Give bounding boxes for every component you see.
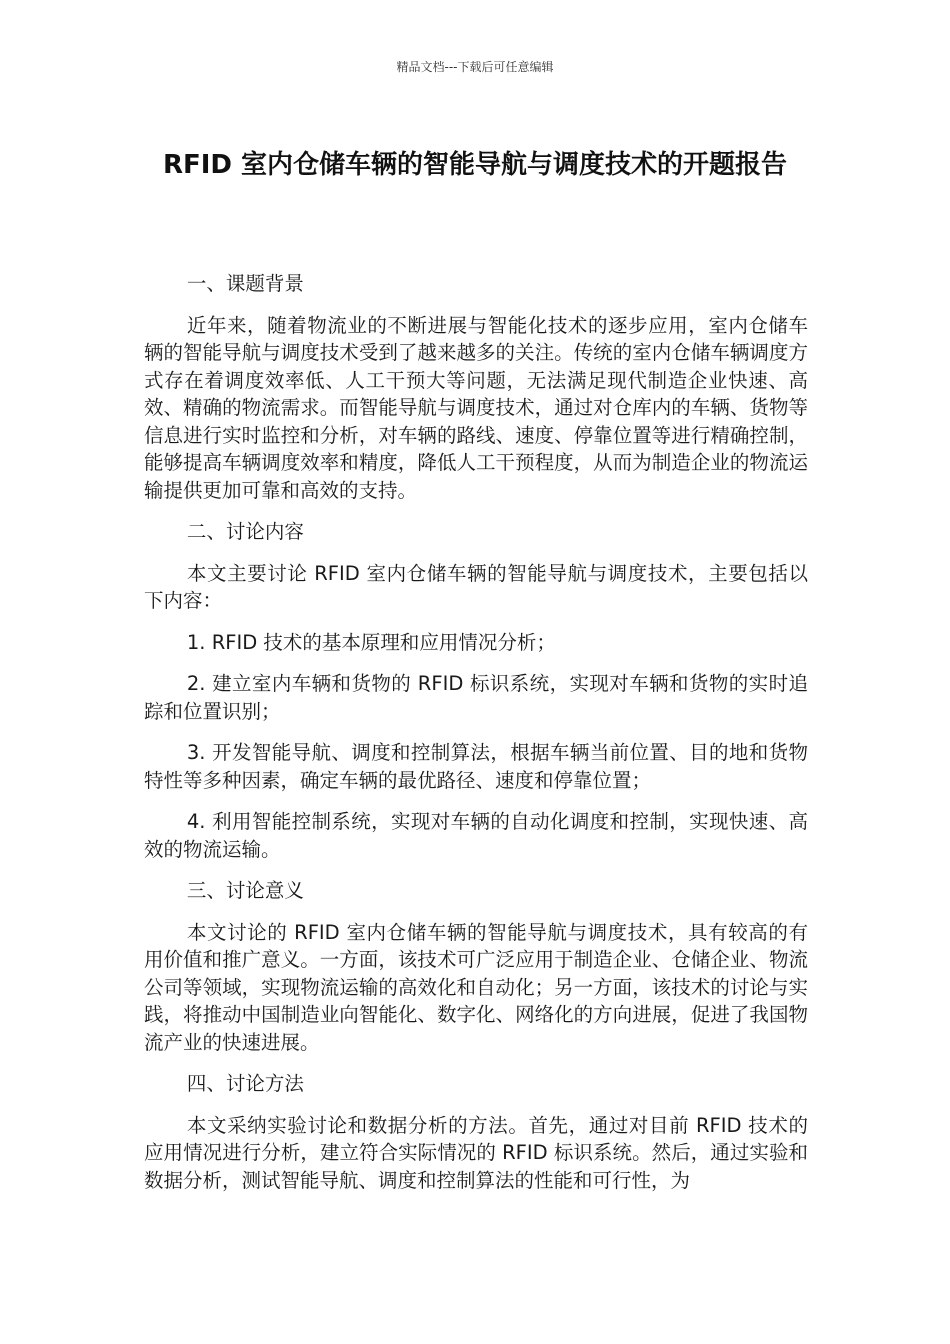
list-item: 1. RFID 技术的基本原理和应用情况分析； <box>186 630 556 654</box>
section-heading-significance: 三、讨论意义 <box>186 879 304 902</box>
section-heading-method: 四、讨论方法 <box>186 1072 304 1095</box>
section-heading-background: 一、课题背景 <box>186 272 304 295</box>
section-heading-content: 二、讨论内容 <box>186 520 304 543</box>
paragraph: 近年来，随着物流业的不断进展与智能化技术的逐步应用，室内仓储车辆的智能导航与调度技术受到了越来越多的关注。传统的室内仓储车辆调度方式存在着调度效率低、人工干预大等问题，无法满足现代制造企业快速、高效、精确的物流需求。而智能导航与调度技术，通过对仓库内的车辆、货物等信息进行实时监控和分析，对车辆的路线、速度、停靠位置等进行精确控制，能够提高车辆调度效率和精度，降低人工干预程度，从而为制造企业的物流运输提供更加可靠和高效的支持。 <box>144 313 808 502</box>
paragraph: 本文主要讨论 RFID 室内仓储车辆的智能导航与调度技术，主要包括以下内容： <box>144 561 808 612</box>
paragraph: 本文讨论的 RFID 室内仓储车辆的智能导航与调度技术，具有较高的有用价值和推广意义。一方面，该技术可广泛应用于制造企业、仓储企业、物流公司等领域，实现物流运输的高效化和自动化；另一方面，该技术的讨论与实践，将推动中国制造业向智能化、数字化、网络化的方向进展，促进了我国物流产业的快速进展。 <box>144 920 808 1054</box>
list-item: 4. 利用智能控制系统，实现对车辆的自动化调度和控制，实现快速、高效的物流运输。 <box>144 810 808 861</box>
document-body <box>144 270 808 1208</box>
paragraph: 本文采纳实验讨论和数据分析的方法。首先，通过对目前 RFID 技术的应用情况进行分析，建立符合实际情况的 RFID 标识系统。然后，通过实验和数据分析，测试智能导航、调度和控制算法的性能和可行性，为 <box>144 1113 808 1192</box>
document-title: RFID 室内仓储车辆的智能导航与调度技术的开题报告 <box>162 150 788 180</box>
list-item: 3. 开发智能导航、调度和控制算法，根据车辆当前位置、目的地和货物特性等多种因素，确定车辆的最优路径、速度和停靠位置； <box>144 741 808 792</box>
page-header-watermark: 精品文档---下载后可任意编辑 <box>396 60 554 74</box>
list-item: 2. 建立室内车辆和货物的 RFID 标识系统，实现对车辆和货物的实时追踪和位置识别； <box>144 672 808 723</box>
